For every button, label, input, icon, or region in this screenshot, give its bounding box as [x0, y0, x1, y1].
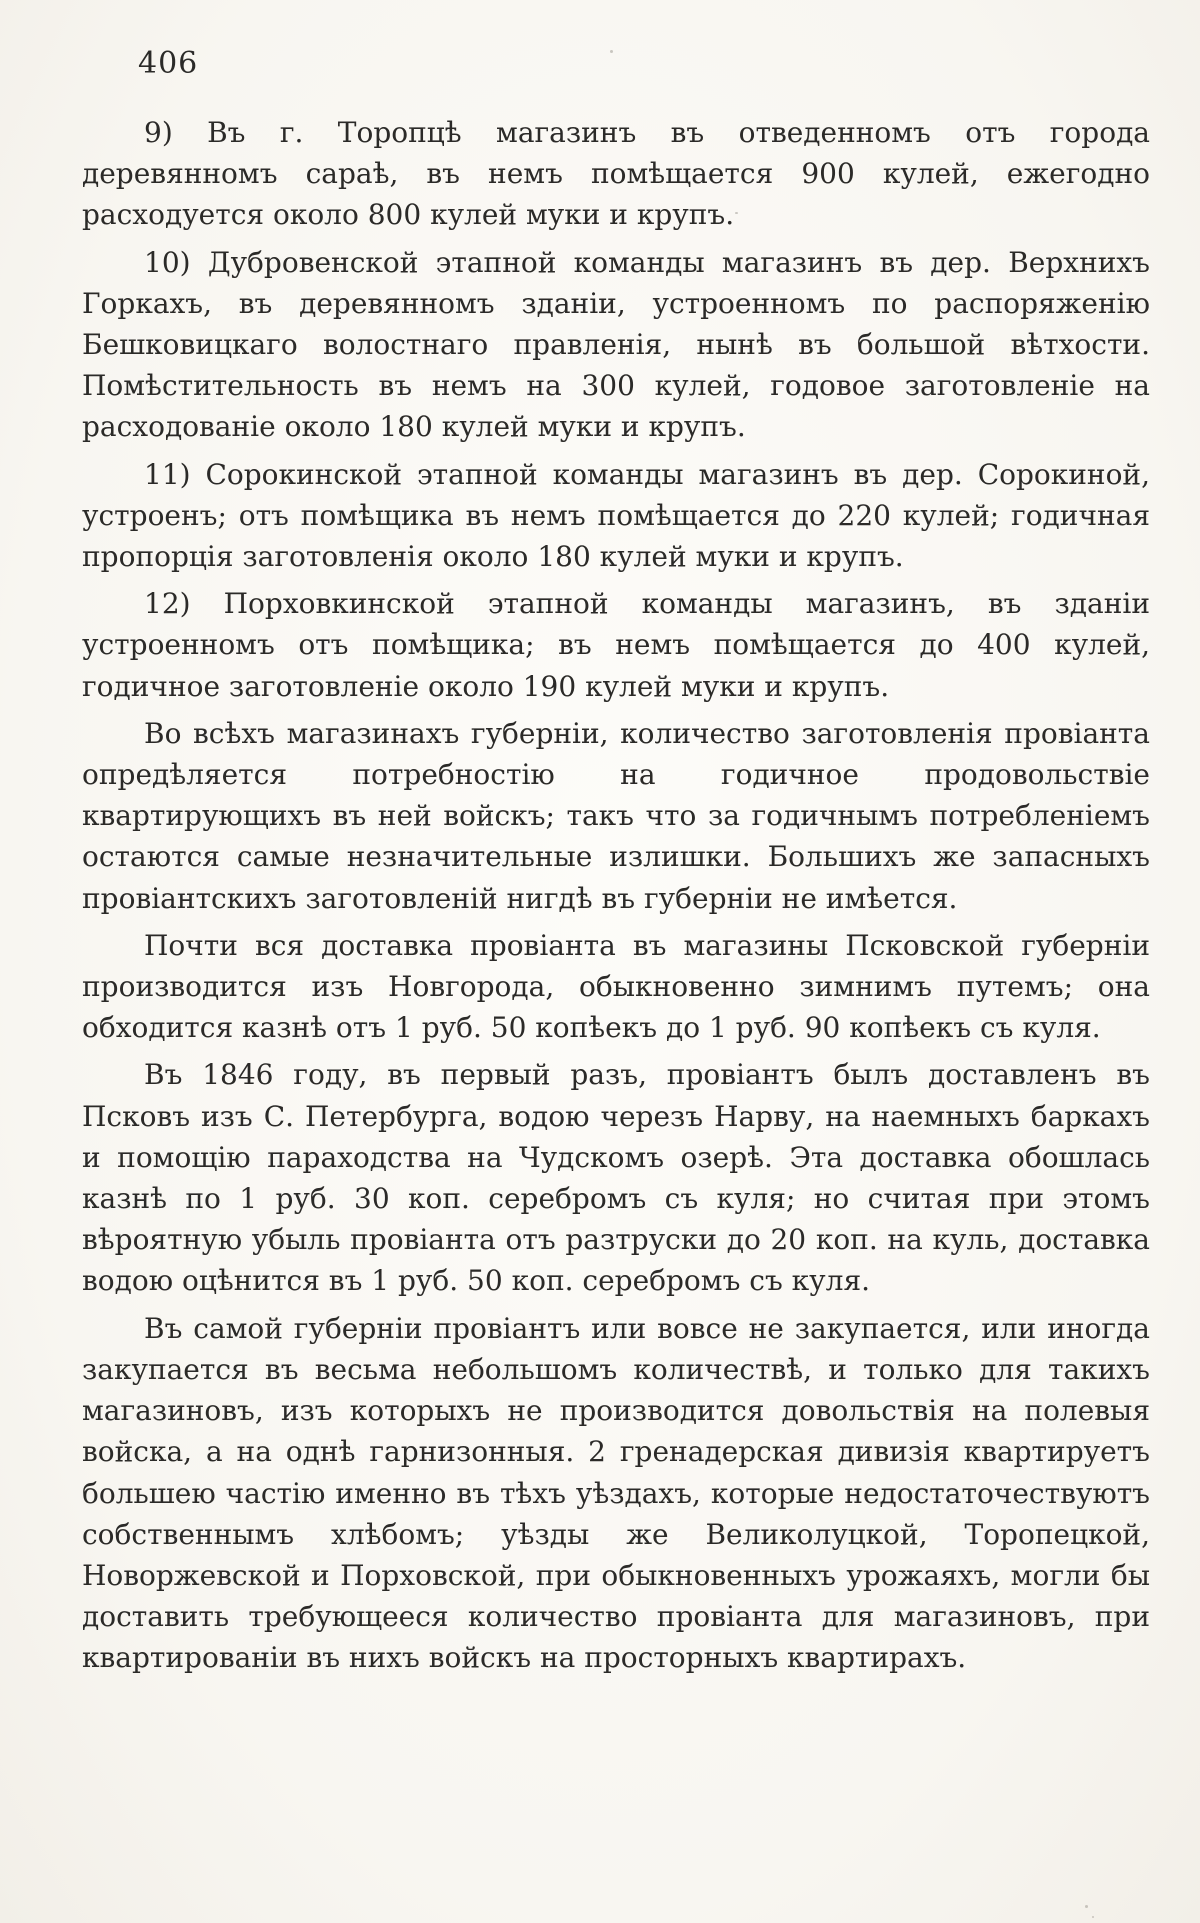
paragraph-all-magazines: Во всѣхъ магазинахъ губерніи, количество заготовленія провіанта опредѣляется потребностію на годичное продовольствіе квартирующихъ въ ней войскъ; такъ что за годичнымъ потребленіемъ остаются самые незначительные излишки. Большихъ же запасныхъ провіантскихъ заготовленій нигдѣ въ губерніи не имѣется.	[82, 716, 1150, 915]
body-text	[82, 112, 1150, 1685]
paper-speck	[1085, 1905, 1088, 1908]
page-number: 406	[138, 46, 199, 81]
paper-speck	[735, 212, 738, 214]
paragraph-local-purchase: Въ самой губерніи провіантъ или вовсе не закупается, или иногда закупается въ весьма небольшомъ количествѣ, и только для такихъ магазиновъ, изъ которыхъ не производится довольствія на полевыя войска, а на однѣ гарнизонныя. 2 гренадерская дивизія квартируетъ большею частію именно въ тѣхъ уѣздахъ, которые недостаточествуютъ собственнымъ хлѣбомъ; уѣзды же Великолуцкой, Торопецкой, Новоржевской и Порховской, при обыкновенныхъ урожаяхъ, могли бы доставить требующееся количество провіанта для магазиновъ, при квартированіи въ нихъ войскъ на просторныхъ квартирахъ.	[82, 1311, 1150, 1675]
paper-speck	[610, 50, 613, 53]
paragraph-item-9-toropets: 9) Въ г. Торопцѣ магазинъ въ отведенномъ отъ города деревянномъ сараѣ, въ немъ помѣщается 900 кулей, ежегодно расходуется около 800 кулей муки и крупъ.	[82, 116, 1150, 232]
paragraph-item-12-porkhovkinskoy: 12) Порховкинской этапной команды магазинъ, въ зданіи устроенномъ отъ помѣщика; въ немъ помѣщается до 400 кулей, годичное заготовленіе около 190 кулей муки и крупъ.	[82, 587, 1150, 703]
paragraph-item-10-dubrovenskoy: 10) Дубровенской этапной команды магазинъ въ дер. Верхнихъ Горкахъ, въ деревянномъ зданіи, устроенномъ по распоряженію Бешковицкаго волостнаго правленія, нынѣ въ большой вѣтхости. Помѣстительность въ немъ на 300 кулей, годовое заготовленіе на расходованіе около 180 кулей муки и крупъ.	[82, 245, 1150, 444]
paragraph-item-11-sorokinskoy: 11) Сорокинской этапной команды магазинъ въ дер. Сорокиной, устроенъ; отъ помѣщика въ немъ помѣщается до 220 кулей; годичная пропорція заготовленія около 180 кулей муки и крупъ.	[82, 457, 1150, 574]
paragraph-delivery-novgorod: Почти вся доставка провіанта въ магазины Псковской губерніи производится изъ Новгорода, обыкновенно зимнимъ путемъ; она обходится казнѣ отъ 1 руб. 50 копѣекъ до 1 руб. 90 копѣекъ съ куля.	[82, 928, 1150, 1045]
paper-speck	[1092, 1916, 1094, 1918]
paragraph-delivery-1846: Въ 1846 году, въ первый разъ, провіантъ былъ доставленъ въ Псковъ изъ С. Петербурга, водою черезъ Нарву, на наемныхъ баркахъ и помощію параходства на Чудскомъ озерѣ. Эта доставка обошлась казнѣ по 1 руб. 30 коп. серебромъ съ куля; но считая при этомъ вѣроятную убыль провіанта отъ разтруски до 20 коп. на куль, доставка водою оцѣнится въ 1 руб. 50 коп. серебромъ съ куля.	[82, 1058, 1150, 1298]
